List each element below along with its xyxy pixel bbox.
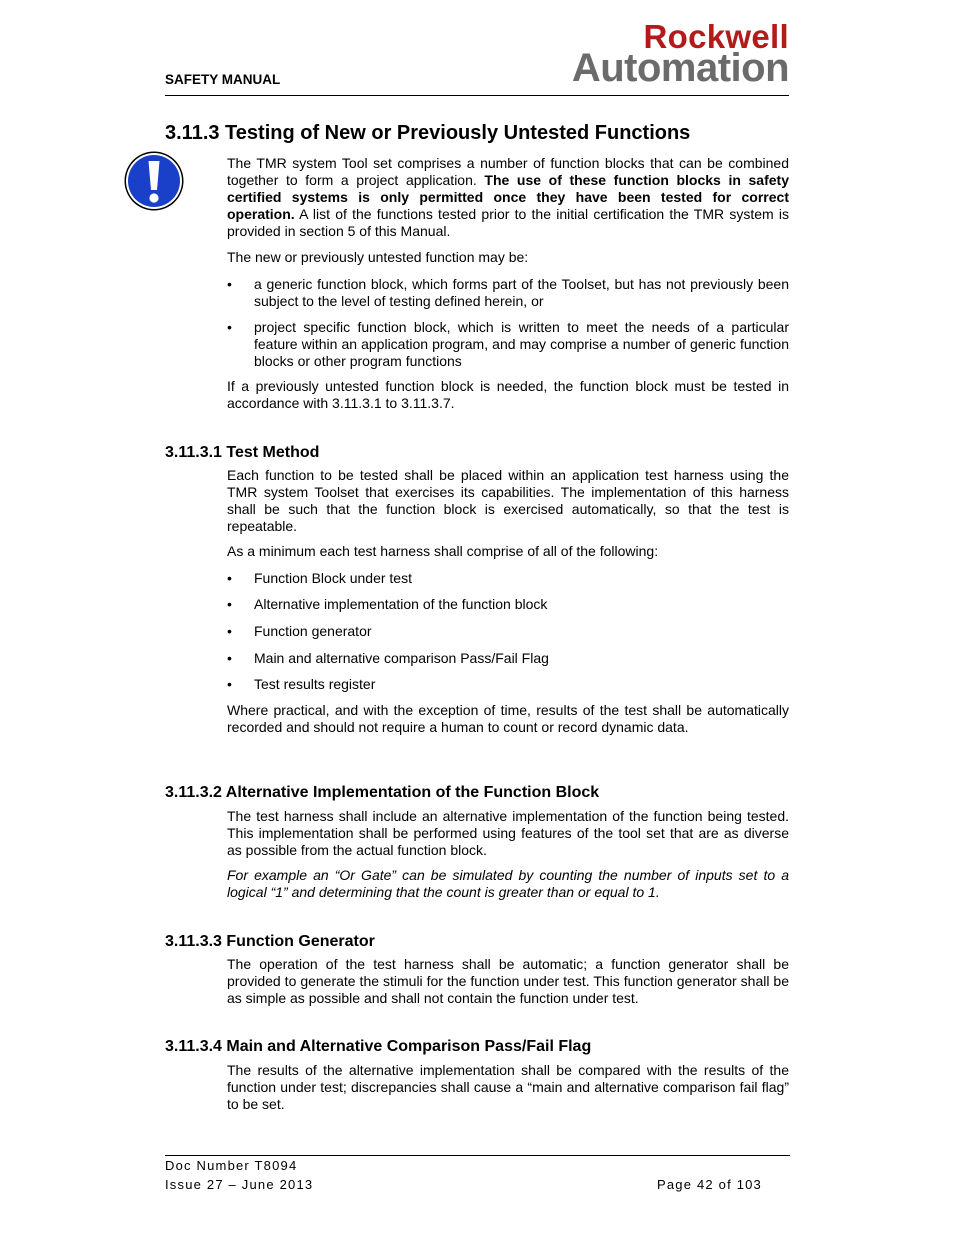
intro-paragraph [227, 155, 789, 240]
section-heading: 3.11.3 Testing of New or Previously Untested Functions [165, 122, 691, 144]
bullet-icon: • [227, 676, 232, 692]
func-gen-paragraph: The operation of the test harness shall be automatic; a function generator shall be provided to generate the stimuli for the function under test. This function generator shall be as simple as possible and shall not contain the function under test. [227, 956, 789, 1006]
bullet-icon: • [227, 319, 232, 335]
list-item-text: Test results register [254, 676, 376, 692]
header-title: SAFETY MANUAL [165, 72, 281, 87]
list-item-text: project specific function block, which is written to meet the needs of a particular feature within an application program, and may comprise a number of generic function blocks or other program functions [254, 319, 789, 369]
intro-text-1: The TMR system Tool set comprises a number of function blocks that can be combined together to form a project application. [227, 155, 789, 188]
func-gen-heading: 3.11.3.3 Function Generator [165, 933, 375, 950]
exclamation-circle-icon [123, 150, 185, 212]
bullet-icon: • [227, 623, 232, 639]
list-item [227, 676, 789, 693]
list-item [227, 570, 789, 587]
list-item [227, 596, 789, 613]
list-item [227, 319, 789, 370]
alt-impl-heading: 3.11.3.2 Alternative Implementation of the Function Block [165, 784, 600, 801]
list-item [227, 276, 789, 310]
alt-impl-example: For example an “Or Gate” can be simulated by counting the number of inputs set to a logical “1” and determining that the count is greater than or equal to 1. [227, 867, 789, 900]
issue-date: Issue 27 – June 2013 [165, 1177, 314, 1192]
list-item-text: a generic function block, which forms part of the Toolset, but has not previously been subject to the level of testing defined herein, or [254, 276, 789, 309]
doc-number: Doc Number T8094 [165, 1158, 298, 1173]
list-item-text: Function Block under test [254, 570, 412, 586]
list-item [227, 650, 789, 667]
bullet-icon: • [227, 276, 232, 292]
test-method-paragraph-2: As a minimum each test harness shall comprise of all of the following: [227, 543, 659, 559]
test-method-paragraph-1: Each function to be tested shall be placed within an application test harness using the TMR system Toolset that exercises its capabilities. The implementation of this harness shall be such that the function block is exercised automatically, so that the test is repeatable. [227, 467, 789, 534]
logo-line-2: Automation [571, 46, 789, 90]
pass-fail-heading: 3.11.3.4 Main and Alternative Comparison Pass/Fail Flag [165, 1038, 592, 1055]
alt-impl-paragraph-1: The test harness shall include an alternative implementation of the function being tested. This implementation shall be performed using features of the tool set that are as diverse as possible from the actual function block. [227, 808, 789, 858]
intro-bold-text: The use of these function blocks in safety certified systems is only permitted once they have been tested for correct operation. [227, 172, 789, 222]
pass-fail-paragraph: The results of the alternative implementation shall be compared with the results of the function under test; discrepancies shall cause a “main and alternative comparison fail flag” to be set. [227, 1062, 789, 1112]
list-item [227, 623, 789, 640]
header-divider [165, 95, 789, 96]
bullet-icon: • [227, 650, 232, 666]
list-item-text: Main and alternative comparison Pass/Fail Flag [254, 650, 549, 666]
test-method-heading: 3.11.3.1 Test Method [165, 444, 320, 461]
list-item-text: Function generator [254, 623, 372, 639]
bullet-icon: • [227, 596, 232, 612]
list-item-text: Alternative implementation of the function block [254, 596, 548, 612]
logo-line-1: Rockwell [643, 18, 789, 55]
bullet-icon: • [227, 570, 232, 586]
new-function-lead: The new or previously untested function may be: [227, 249, 529, 265]
test-method-paragraph-3: Where practical, and with the exception of time, results of the test shall be automatically recorded and should not require a human to count or record dynamic data. [227, 702, 789, 735]
page-number: Page 42 of 103 [657, 1177, 762, 1192]
footer-divider [165, 1155, 790, 1156]
closing-paragraph: If a previously untested function block is needed, the function block must be tested in accordance with 3.11.3.1 to 3.11.3.7. [227, 378, 789, 411]
rockwell-automation-logo [553, 18, 789, 90]
intro-text-2: A list of the functions tested prior to the initial certification the TMR system is provided in section 5 of this Manual. [227, 206, 789, 239]
